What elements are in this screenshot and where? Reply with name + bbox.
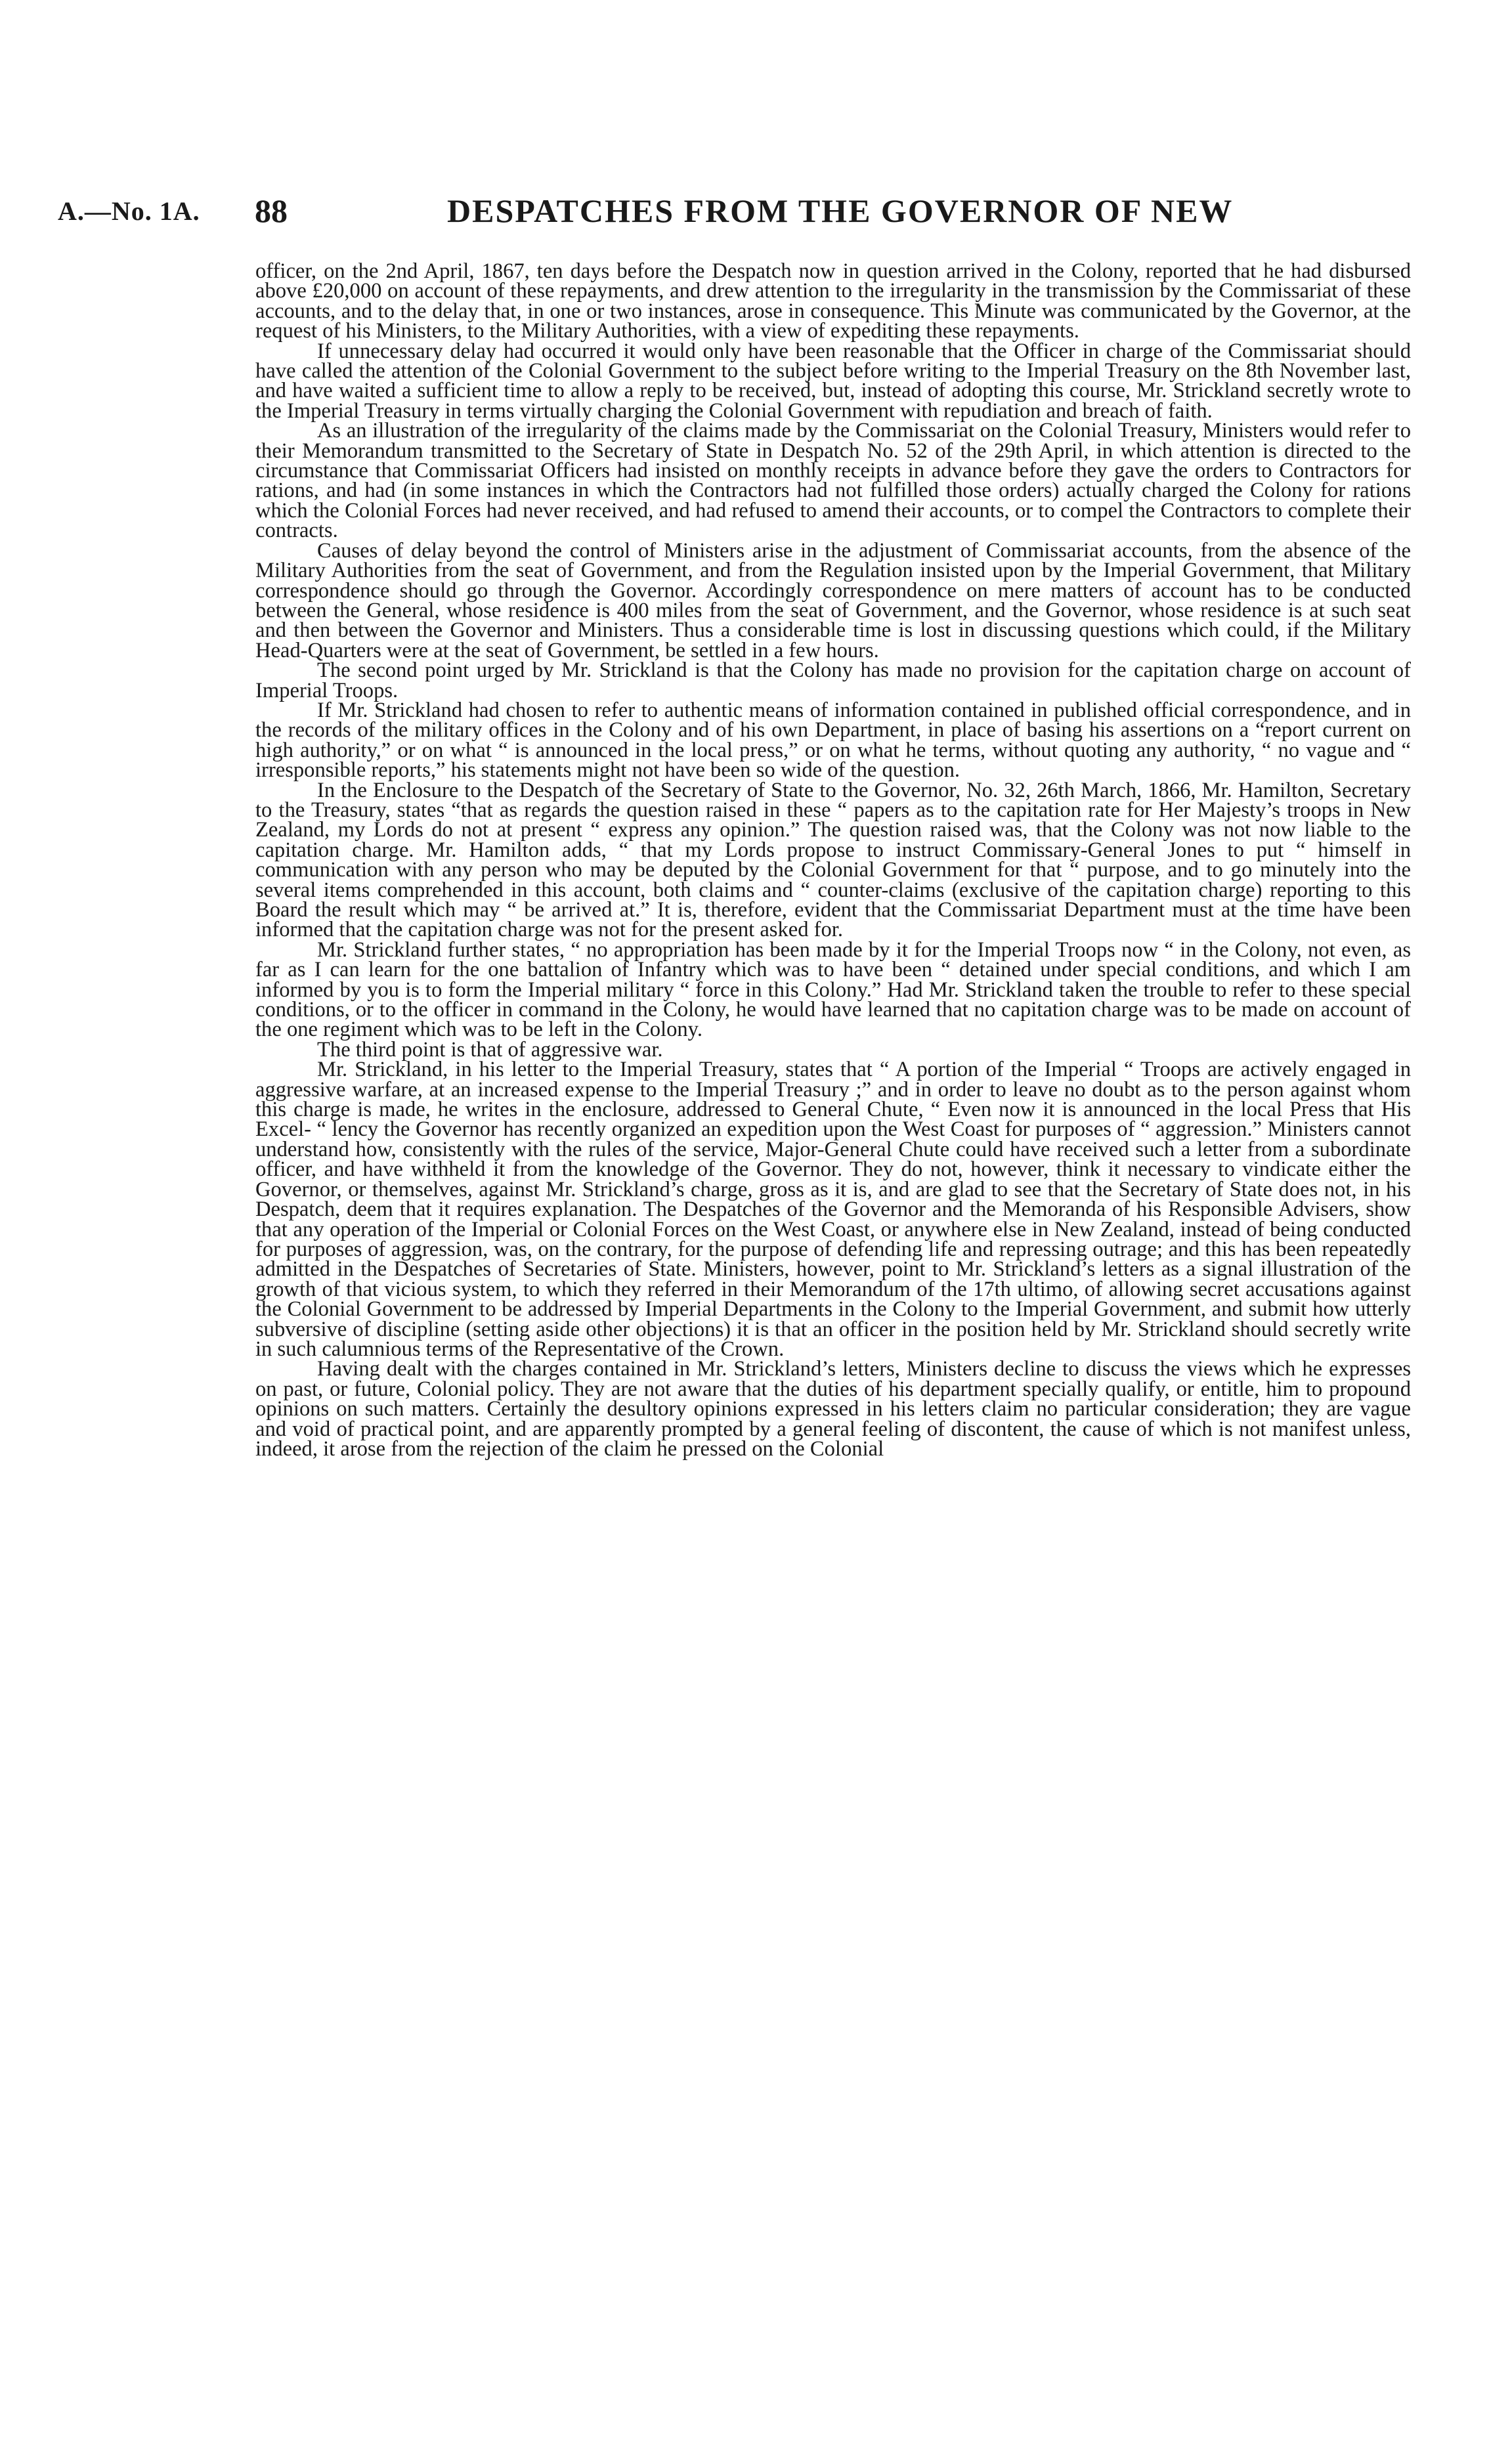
paragraph-1: officer, on the 2nd April, 1867, ten days before the Despatch now in question arrived in the Colony, reported that he had disbursed above £20,000 on account of these repayments, and drew attention to the irregularity in the transmission by the Commissariat of these accounts, and to the delay that, in one or two instances, arose in consequence. This Minute was communicated by the Governor, at the request of his Ministers, to the Military Authorities, with a view of expediting these repayments. (255, 259, 1411, 343)
document-reference: A.—No. 1A. (58, 196, 200, 226)
paragraph-6: If Mr. Strickland had chosen to refer to authentic means of information contained in published official correspondence, and in the records of the military offices in the Colony and of his own Department, in place of basing his assertions on a “report current on high authority,” or on what “ is announced in the local press,” or on what he terms, without quoting any authority, “ no vague and “ irresponsible reports,” his statements might not have been so wide of the question. (255, 698, 1411, 783)
paragraph-4: Causes of delay beyond the control of Ministers arise in the adjustment of Commissariat accounts, from the absence of the Military Authorities from the seat of Government, and from the Regulation insisted upon by the Imperial Government, that Military correspondence should go through the Governor. Accordingly correspondence on mere matters of account has to be conducted between the General, whose residence is 400 miles from the seat of Government, and the Governor, whose residence is at such seat and then between the Governor and Ministers. Thus a considerable time is lost in discussing questions which could, if the Military Head-Quarters were at the seat of Government, be settled in a few hours. (255, 538, 1411, 662)
paragraph-11: Having dealt with the charges contained in Mr. Strickland’s letters, Ministers decline to discuss the views which he expresses on past, or future, Colonial policy. They are not aware that the duties of his department specially qualify, or entitle, him to propound opinions on such matters. Certainly the desultory opinions expressed in his letters claim no particular consideration; they are vague and void of practical point, and are apparently prompted by a general feeling of discontent, the cause of which is not manifest unless, indeed, it arose from the rejection of the claim he pressed on the Colonial (255, 1357, 1411, 1461)
page-header (58, 192, 1489, 238)
paragraph-10: Mr. Strickland, in his letter to the Imperial Treasury, states that “ A portion of the Imperial “ Troops are actively engaged in aggressive warfare, at an increased expense to the Imperial Treasury ;” and in order to leave no doubt as to the person against whom this charge is made, he writes in the enclosure, addressed to General Chute, “ Even now it is announced in the local Press that His Excel- “ lency the Governor has recently organized an expedition upon the West Coast for purposes of “ aggression.” Ministers cannot understand how, consistently with the rules of the service, Major-General Chute could have received such a letter from a subordinate officer, and have withheld it from the knowledge of the Governor. They do not, however, think it necessary to vindicate either the Governor, or themselves, against Mr. Strickland’s charge, gross as it is, and are glad to see that the Secretary of State does not, in his Despatch, deem that it requires explanation. The Despatches of the Governor and the Memoranda of his Responsible Advisers, show that any operation of the Imperial or Colonial Forces on the West Coast, or anywhere else in New Zealand, instead of being conducted for purposes of aggression, was, on the contrary, for the purpose of defending life and repressing outrage; and this has been repeatedly admitted in the Despatches of Secretaries of State. Ministers, however, point to Mr. Strickland’s letters as a signal illustration of the growth of that vicious system, to which they referred in their Memorandum of the 17th ultimo, of allowing secret accusations against the Colonial Government to be addressed by Imperial Departments in the Colony to the Imperial Government, and submit how utterly subversive of discipline (setting aside other objections) it is that an officer in the position held by Mr. Strickland should secretly write in such calumnious terms of the Representative of the Crown. (255, 1058, 1411, 1361)
paragraph-8: Mr. Strickland further states, “ no appropriation has been made by it for the Imperial Troops now “ in the Colony, not even, as far as I can learn for the one battalion of Infantry which was to have been “ detained under special conditions, and which I am informed by you is to form the Imperial military “ force in this Colony.” Had Mr. Strickland taken the trouble to refer to these special conditions, or to the officer in command in the Colony, he would have learned that no capitation charge was to be made on account of the one regiment which was to be left in the Colony. (255, 938, 1411, 1042)
running-title: DESPATCHES FROM THE GOVERNOR OF NEW (447, 192, 1234, 229)
page-number: 88 (255, 192, 288, 229)
body-text (255, 261, 1411, 1459)
paragraph-9: The third point is that of aggressive war. (317, 1037, 663, 1062)
paragraph-2: If unnecessary delay had occurred it would only have been reasonable that the Officer in charge of the Commissariat should have called the attention of the Colonial Government to the subject before writing to the Imperial Treasury on the 8th November last, and have waited a sufficient time to allow a reply to be received, but, instead of adopting this course, Mr. Strickland secretly wrote to the Imperial Treasury in terms virtually charging the Colonial Government with repudiation and breach of faith. (255, 339, 1411, 423)
paragraph-3: As an illustration of the irregularity of the claims made by the Commissariat on the Colonial Treasury, Ministers would refer to their Memorandum transmitted to the Secretary of State in Despatch No. 52 of the 29th April, in which attention is directed to the circumstance that Commissariat Officers had insisted on monthly receipts in advance before they gave the orders to Contractors for rations, and had (in some instances in which the Contractors had not fulfilled those orders) actually charged the Colony for rations which the Colonial Forces had never received, and had refused to amend their accounts, or to compel the Contractors to complete their contracts. (255, 419, 1411, 543)
paragraph-5: The second point urged by Mr. Strickland is that the Colony has made no provision for the capitation charge on account of Imperial Troops. (255, 658, 1411, 702)
paragraph-7: In the Enclosure to the Despatch of the Secretary of State to the Governor, No. 32, 26th March, 1866, Mr. Hamilton, Secretary to the Treasury, states “that as regards the question raised in these “ papers as to the capitation rate for Her Majesty’s troops in New Zealand, my Lords do not at present “ express any opinion.” The question raised was, that the Colony was not now liable to the capitation charge. Mr. Hamilton adds, “ that my Lords propose to instruct Commissary-General Jones to put “ himself in communication with any person who may be deputed by the Colonial Government for that “ purpose, and to go minutely into the several items comprehended in this account, both claims and “ counter-claims (exclusive of the capitation charge) reporting to this Board the result which may “ be arrived at.” It is, therefore, evident that the Commissariat Department must at the time have been informed that the capitation charge was not for the present asked for. (255, 778, 1411, 942)
